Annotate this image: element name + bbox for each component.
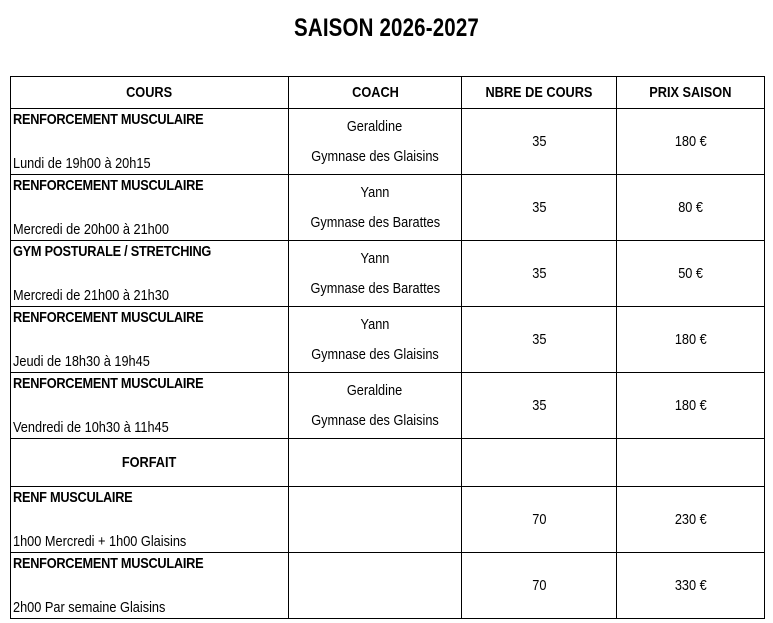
course-time: Mercredi de 21h00 à 21h30 bbox=[13, 287, 169, 304]
count-cell bbox=[462, 373, 617, 439]
coach-cell bbox=[289, 109, 462, 175]
course-time: Mercredi de 20h00 à 21h00 bbox=[13, 221, 169, 238]
price-cell bbox=[617, 109, 765, 175]
coach-name: Yann bbox=[360, 315, 390, 333]
coach-cell bbox=[289, 175, 462, 241]
price-cell bbox=[617, 307, 765, 373]
course-count: 35 bbox=[531, 265, 547, 282]
coach-cell bbox=[289, 241, 462, 307]
course-count: 35 bbox=[531, 331, 547, 348]
header-cours-label: COURS bbox=[126, 84, 173, 101]
course-name: GYM POSTURALE / STRETCHING bbox=[13, 243, 212, 260]
count-cell bbox=[462, 553, 617, 619]
package-count: 70 bbox=[531, 577, 547, 594]
course-price: 180 € bbox=[674, 133, 707, 150]
page-title: SAISON 2026-2027 bbox=[294, 14, 479, 42]
header-nbre-label: NBRE DE COURS bbox=[485, 84, 593, 101]
empty-cell bbox=[289, 439, 462, 487]
coach-cell bbox=[289, 373, 462, 439]
empty-cell bbox=[289, 487, 462, 553]
course-price: 50 € bbox=[678, 265, 703, 282]
course-time: Jeudi de 18h30 à 19h45 bbox=[13, 353, 150, 370]
price-cell bbox=[617, 175, 765, 241]
price-cell bbox=[617, 241, 765, 307]
course-count: 35 bbox=[531, 199, 547, 216]
count-cell bbox=[462, 175, 617, 241]
coach-name: Yann bbox=[360, 249, 390, 267]
coach-cell bbox=[289, 307, 462, 373]
venue-name: Gymnase des Glaisins bbox=[311, 346, 439, 364]
header-nbre bbox=[462, 77, 617, 109]
course-name: RENFORCEMENT MUSCULAIRE bbox=[13, 309, 204, 326]
package-row bbox=[11, 487, 765, 553]
table-row bbox=[11, 109, 765, 175]
header-prix bbox=[617, 77, 765, 109]
venue-name: Gymnase des Glaisins bbox=[311, 412, 439, 430]
package-count: 70 bbox=[531, 511, 547, 528]
course-cell bbox=[11, 175, 289, 241]
header-cours bbox=[11, 77, 289, 109]
package-detail: 1h00 Mercredi + 1h00 Glaisins bbox=[13, 533, 187, 550]
empty-cell bbox=[462, 439, 617, 487]
count-cell bbox=[462, 487, 617, 553]
forfait-row bbox=[11, 439, 765, 487]
coach-name: Yann bbox=[360, 183, 390, 201]
empty-cell bbox=[617, 439, 765, 487]
schedule-table bbox=[10, 76, 765, 619]
course-cell bbox=[11, 241, 289, 307]
coach-name: Geraldine bbox=[347, 117, 403, 135]
price-cell bbox=[617, 487, 765, 553]
course-time: Vendredi de 10h30 à 11h45 bbox=[13, 419, 169, 436]
course-price: 180 € bbox=[674, 397, 707, 414]
course-name: RENFORCEMENT MUSCULAIRE bbox=[13, 111, 204, 128]
course-cell bbox=[11, 109, 289, 175]
course-count: 35 bbox=[531, 397, 547, 414]
header-prix-label: PRIX SAISON bbox=[649, 84, 732, 101]
empty-cell bbox=[289, 553, 462, 619]
course-name: RENFORCEMENT MUSCULAIRE bbox=[13, 177, 204, 194]
package-row bbox=[11, 553, 765, 619]
course-time: Lundi de 19h00 à 20h15 bbox=[13, 155, 151, 172]
count-cell bbox=[462, 307, 617, 373]
forfait-cell bbox=[11, 439, 289, 487]
package-cell bbox=[11, 553, 289, 619]
count-cell bbox=[462, 241, 617, 307]
package-detail: 2h00 Par semaine Glaisins bbox=[13, 599, 166, 616]
table-row bbox=[11, 307, 765, 373]
count-cell bbox=[462, 109, 617, 175]
header-coach-label: COACH bbox=[351, 84, 399, 101]
price-cell bbox=[617, 553, 765, 619]
forfait-label: FORFAIT bbox=[122, 454, 177, 471]
package-name: RENF MUSCULAIRE bbox=[13, 489, 133, 506]
course-price: 180 € bbox=[674, 331, 707, 348]
venue-name: Gymnase des Glaisins bbox=[311, 148, 439, 166]
price-cell bbox=[617, 373, 765, 439]
header-row bbox=[11, 77, 765, 109]
course-cell bbox=[11, 373, 289, 439]
table-row bbox=[11, 373, 765, 439]
table-row bbox=[11, 241, 765, 307]
course-count: 35 bbox=[531, 133, 547, 150]
venue-name: Gymnase des Barattes bbox=[310, 214, 440, 232]
package-cell bbox=[11, 487, 289, 553]
table-row bbox=[11, 175, 765, 241]
package-name: RENFORCEMENT MUSCULAIRE bbox=[13, 555, 204, 572]
package-price: 330 € bbox=[674, 577, 707, 594]
package-price: 230 € bbox=[674, 511, 707, 528]
course-price: 80 € bbox=[678, 199, 703, 216]
venue-name: Gymnase des Barattes bbox=[310, 280, 440, 298]
coach-name: Geraldine bbox=[347, 381, 403, 399]
header-coach bbox=[289, 77, 462, 109]
course-name: RENFORCEMENT MUSCULAIRE bbox=[13, 375, 204, 392]
course-cell bbox=[11, 307, 289, 373]
